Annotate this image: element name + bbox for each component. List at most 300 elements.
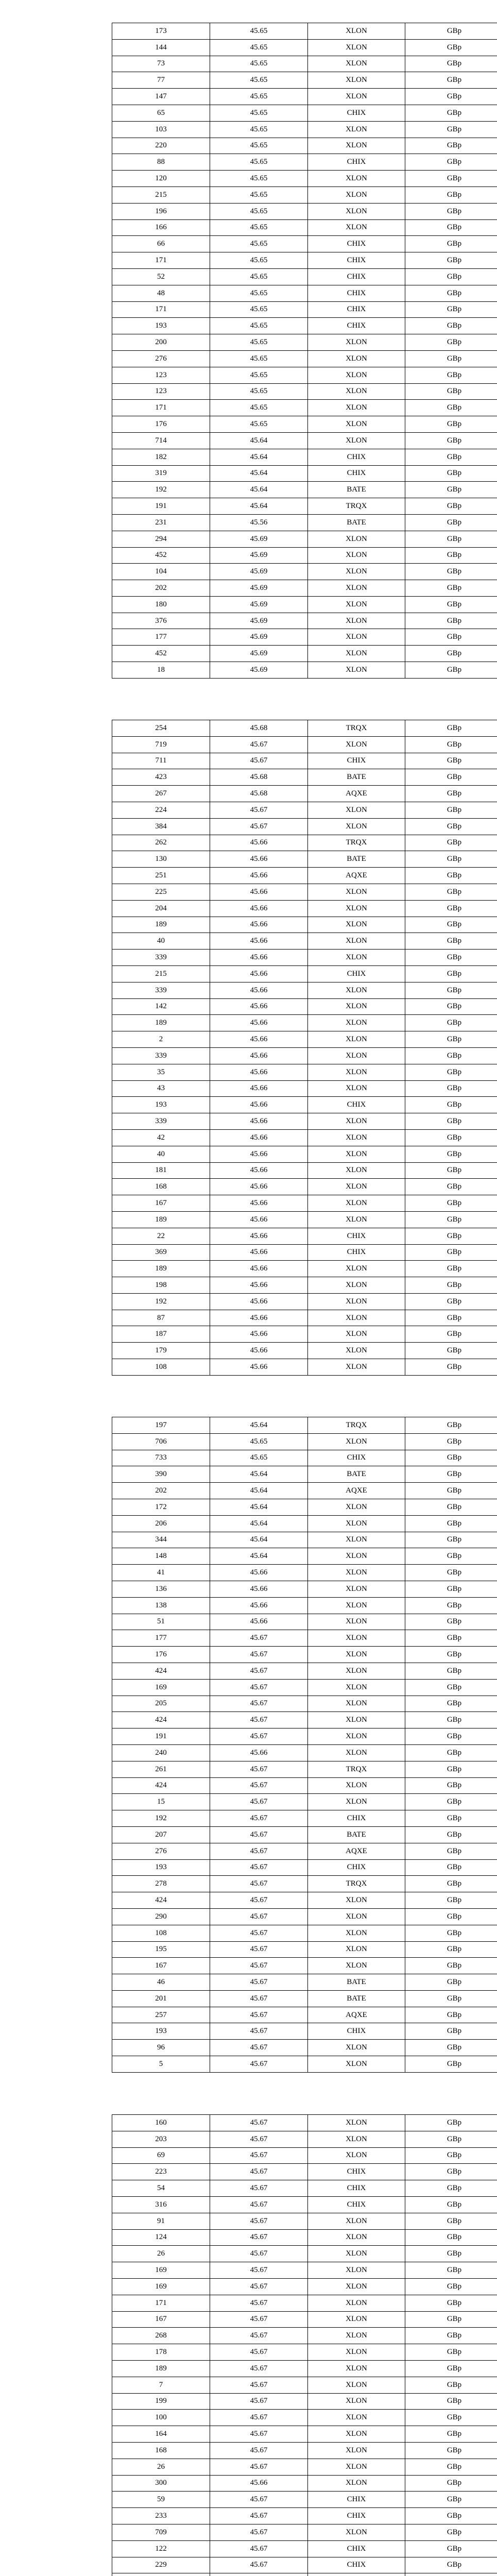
venue-cell: XLON: [307, 2115, 405, 2131]
price-cell: 45.69: [210, 646, 307, 662]
currency-cell: GBp: [405, 933, 497, 949]
quantity-cell: 136: [112, 1581, 210, 1597]
table-row: [112, 2573, 497, 2576]
table-row: [112, 2377, 497, 2394]
quantity-cell: 203: [112, 2131, 210, 2147]
quantity-cell: 233: [112, 2508, 210, 2524]
price-cell: 45.64: [210, 1483, 307, 1499]
quantity-cell: 171: [112, 400, 210, 416]
price-cell: 45.67: [210, 1892, 307, 1908]
currency-cell: GBp: [405, 138, 497, 154]
currency-cell: GBp: [405, 2312, 497, 2328]
quantity-cell: 2: [112, 1031, 210, 1047]
venue-cell: XLON: [307, 1516, 405, 1532]
table-row: [112, 2262, 497, 2279]
currency-cell: GBp: [405, 769, 497, 785]
table-row: [112, 449, 497, 466]
price-cell: 45.64: [210, 449, 307, 465]
table-row: [112, 1843, 497, 1860]
currency-cell: GBp: [405, 2279, 497, 2295]
venue-cell: XLON: [307, 23, 405, 39]
venue-cell: XLON: [307, 384, 405, 400]
currency-cell: GBp: [405, 901, 497, 917]
venue-cell: XLON: [307, 367, 405, 383]
quantity-cell: 290: [112, 1909, 210, 1925]
table-row: [112, 1958, 497, 1974]
table-row: [112, 1064, 497, 1081]
venue-cell: CHIX: [307, 2492, 405, 2507]
venue-cell: XLON: [307, 1343, 405, 1359]
table-row: [112, 2213, 497, 2230]
venue-cell: XLON: [307, 1598, 405, 1614]
venue-cell: XLON: [307, 220, 405, 236]
price-cell: 45.67: [210, 1663, 307, 1679]
venue-cell: XLON: [307, 580, 405, 596]
price-cell: 45.65: [210, 187, 307, 203]
table-row: [112, 2246, 497, 2262]
quantity-cell: 66: [112, 236, 210, 252]
price-cell: 45.67: [210, 1991, 307, 2007]
table-row: [112, 2410, 497, 2426]
price-cell: 45.65: [210, 204, 307, 219]
quantity-cell: 52: [112, 269, 210, 285]
quantity-cell: 46: [112, 1974, 210, 1990]
price-cell: 45.67: [210, 2131, 307, 2147]
venue-cell: XLON: [307, 802, 405, 818]
price-cell: 45.66: [210, 1097, 307, 1113]
price-cell: 45.65: [210, 318, 307, 334]
currency-cell: GBp: [405, 1680, 497, 1696]
price-cell: [210, 2573, 307, 2576]
quantity-cell: 215: [112, 187, 210, 203]
price-cell: 45.67: [210, 2040, 307, 2056]
table-row: [112, 580, 497, 597]
currency-cell: GBp: [405, 1925, 497, 1941]
currency-cell: GBp: [405, 1565, 497, 1581]
currency-cell: GBp: [405, 786, 497, 802]
quantity-cell: 178: [112, 2344, 210, 2360]
table-row: [112, 1245, 497, 1261]
quantity-cell: 733: [112, 1450, 210, 1466]
quantity-cell: 26: [112, 2459, 210, 2475]
currency-cell: GBp: [405, 2197, 497, 2213]
venue-cell: BATE: [307, 1827, 405, 1843]
venue-cell: TRQX: [307, 1761, 405, 1777]
price-cell: 45.66: [210, 917, 307, 933]
price-cell: 45.64: [210, 1417, 307, 1433]
table-row: [112, 999, 497, 1015]
price-cell: 45.66: [210, 1179, 307, 1195]
quantity-cell: 191: [112, 1728, 210, 1744]
quantity-cell: 197: [112, 1417, 210, 1433]
venue-cell: XLON: [307, 56, 405, 72]
venue-cell: XLON: [307, 72, 405, 88]
quantity-cell: 108: [112, 1359, 210, 1375]
quantity-cell: 251: [112, 868, 210, 884]
quantity-cell: 206: [112, 1516, 210, 1532]
venue-cell: XLON: [307, 2213, 405, 2229]
venue-cell: XLON: [307, 2426, 405, 2442]
table-row: [112, 2344, 497, 2361]
currency-cell: GBp: [405, 154, 497, 170]
price-cell: 45.65: [210, 171, 307, 187]
quantity-cell: 261: [112, 1761, 210, 1777]
price-cell: 45.67: [210, 1925, 307, 1941]
price-cell: 45.65: [210, 1434, 307, 1450]
price-cell: 45.67: [210, 2524, 307, 2540]
currency-cell: GBp: [405, 2394, 497, 2410]
currency-cell: GBp: [405, 737, 497, 753]
table-row: [112, 884, 497, 901]
quantity-cell: 180: [112, 597, 210, 613]
currency-cell: GBp: [405, 2023, 497, 2039]
table-row: [112, 1179, 497, 1195]
price-cell: 45.66: [210, 1113, 307, 1129]
table-row: [112, 1261, 497, 1277]
table-row: [112, 2180, 497, 2197]
venue-cell: XLON: [307, 1712, 405, 1728]
table-row: [112, 1015, 497, 1031]
price-cell: 45.67: [210, 737, 307, 753]
currency-cell: GBp: [405, 982, 497, 998]
price-cell: 45.67: [210, 2262, 307, 2278]
quantity-cell: 42: [112, 1130, 210, 1146]
venue-cell: XLON: [307, 433, 405, 449]
quantity-cell: 204: [112, 901, 210, 917]
quantity-cell: 148: [112, 1548, 210, 1564]
price-cell: 45.67: [210, 2213, 307, 2229]
price-cell: 45.66: [210, 2476, 307, 2492]
currency-cell: GBp: [405, 1581, 497, 1597]
currency-cell: GBp: [405, 2115, 497, 2131]
trade-table: [112, 720, 497, 1376]
price-cell: 45.65: [210, 384, 307, 400]
table-row: [112, 1680, 497, 1696]
table-row: [112, 498, 497, 515]
quantity-cell: 240: [112, 1745, 210, 1761]
table-row: [112, 1130, 497, 1146]
table-row: [112, 2426, 497, 2443]
venue-cell: XLON: [307, 2328, 405, 2344]
currency-cell: GBp: [405, 2410, 497, 2426]
table-row: [112, 1195, 497, 1212]
currency-cell: GBp: [405, 1031, 497, 1047]
table-row: [112, 1212, 497, 1228]
currency-cell: GBp: [405, 1450, 497, 1466]
venue-cell: XLON: [307, 597, 405, 613]
currency-cell: GBp: [405, 1991, 497, 2007]
table-row: [112, 269, 497, 285]
table-row: [112, 1598, 497, 1614]
venue-cell: CHIX: [307, 318, 405, 334]
quantity-cell: 423: [112, 769, 210, 785]
currency-cell: GBp: [405, 72, 497, 88]
venue-cell: XLON: [307, 2131, 405, 2147]
price-cell: 45.67: [210, 2164, 307, 2180]
table-row: [112, 220, 497, 236]
quantity-cell: 167: [112, 1195, 210, 1211]
table-row: [112, 1761, 497, 1778]
venue-cell: XLON: [307, 1310, 405, 1326]
table-row: [112, 966, 497, 982]
price-cell: 45.66: [210, 1130, 307, 1146]
currency-cell: GBp: [405, 999, 497, 1015]
currency-cell: GBp: [405, 835, 497, 851]
quantity-cell: 144: [112, 40, 210, 56]
quantity-cell: 711: [112, 753, 210, 769]
quantity-cell: 202: [112, 580, 210, 596]
price-cell: 45.67: [210, 1712, 307, 1728]
venue-cell: XLON: [307, 1113, 405, 1129]
currency-cell: GBp: [405, 1728, 497, 1744]
quantity-cell: 87: [112, 1310, 210, 1326]
quantity-cell: 122: [112, 2541, 210, 2557]
currency-cell: GBp: [405, 1516, 497, 1532]
price-cell: 45.69: [210, 629, 307, 645]
venue-cell: XLON: [307, 1294, 405, 1310]
table-row: [112, 646, 497, 662]
quantity-cell: 40: [112, 933, 210, 949]
venue-cell: XLON: [307, 1647, 405, 1663]
quantity-cell: 169: [112, 2262, 210, 2278]
venue-cell: CHIX: [307, 285, 405, 301]
quantity-cell: 424: [112, 1663, 210, 1679]
currency-cell: GBp: [405, 2377, 497, 2393]
table-row: [112, 285, 497, 302]
venue-cell: XLON: [307, 1277, 405, 1293]
quantity-cell: 160: [112, 2115, 210, 2131]
venue-cell: XLON: [307, 204, 405, 219]
quantity-cell: 123: [112, 384, 210, 400]
currency-cell: GBp: [405, 662, 497, 678]
venue-cell: AQXE: [307, 786, 405, 802]
table-row: [112, 1614, 497, 1631]
venue-cell: XLON: [307, 1925, 405, 1941]
currency-cell: GBp: [405, 2262, 497, 2278]
quantity-cell: 262: [112, 835, 210, 851]
quantity-cell: 166: [112, 220, 210, 236]
quantity-cell: 173: [112, 23, 210, 39]
price-cell: 45.66: [210, 835, 307, 851]
price-cell: 45.66: [210, 999, 307, 1015]
currency-cell: GBp: [405, 1228, 497, 1244]
venue-cell: XLON: [307, 2524, 405, 2540]
currency-cell: GBp: [405, 400, 497, 416]
price-cell: 45.66: [210, 1581, 307, 1597]
table-row: [112, 1647, 497, 1663]
price-cell: 45.64: [210, 1516, 307, 1532]
price-cell: 45.68: [210, 769, 307, 785]
currency-cell: GBp: [405, 105, 497, 121]
quantity-cell: 48: [112, 285, 210, 301]
currency-cell: GBp: [405, 171, 497, 187]
quantity-cell: 104: [112, 564, 210, 580]
price-cell: 45.67: [210, 1827, 307, 1843]
quantity-cell: 319: [112, 466, 210, 482]
currency-cell: GBp: [405, 1277, 497, 1293]
table-row: [112, 1745, 497, 1761]
price-cell: 45.69: [210, 580, 307, 596]
currency-cell: GBp: [405, 1876, 497, 1892]
quantity-cell: 168: [112, 1179, 210, 1195]
price-cell: 45.67: [210, 1761, 307, 1777]
venue-cell: XLON: [307, 1728, 405, 1744]
quantity-cell: 202: [112, 1483, 210, 1499]
currency-cell: GBp: [405, 819, 497, 835]
currency-cell: GBp: [405, 1163, 497, 1179]
quantity-cell: 276: [112, 351, 210, 367]
table-row: [112, 835, 497, 852]
price-cell: 45.66: [210, 1565, 307, 1581]
venue-cell: XLON: [307, 1630, 405, 1646]
currency-cell: GBp: [405, 2557, 497, 2573]
table-row: [112, 1228, 497, 1245]
currency-cell: GBp: [405, 1614, 497, 1630]
quantity-cell: 189: [112, 1212, 210, 1228]
currency-cell: [405, 2573, 497, 2576]
table-row: [112, 1942, 497, 1958]
currency-cell: GBp: [405, 1146, 497, 1162]
table-row: [112, 597, 497, 613]
quantity-cell: 172: [112, 1499, 210, 1515]
price-cell: 45.68: [210, 786, 307, 802]
quantity-cell: 192: [112, 482, 210, 498]
table-row: [112, 629, 497, 646]
quantity-cell: 191: [112, 498, 210, 514]
currency-cell: GBp: [405, 2541, 497, 2557]
trade-table: [112, 1417, 497, 2073]
venue-cell: BATE: [307, 515, 405, 531]
price-cell: 45.67: [210, 2230, 307, 2246]
quantity-cell: 223: [112, 2164, 210, 2180]
currency-cell: GBp: [405, 269, 497, 285]
table-row: [112, 1532, 497, 1549]
currency-cell: GBp: [405, 89, 497, 105]
venue-cell: CHIX: [307, 2180, 405, 2196]
currency-cell: GBp: [405, 613, 497, 629]
table-row: [112, 2230, 497, 2246]
price-cell: 45.65: [210, 285, 307, 301]
price-cell: 45.64: [210, 1499, 307, 1515]
quantity-cell: 267: [112, 786, 210, 802]
quantity-cell: 714: [112, 433, 210, 449]
table-row: [112, 1163, 497, 1179]
venue-cell: XLON: [307, 901, 405, 917]
table-row: [112, 1909, 497, 1925]
currency-cell: GBp: [405, 2213, 497, 2229]
venue-cell: XLON: [307, 400, 405, 416]
price-cell: 45.65: [210, 302, 307, 318]
table-row: [112, 1548, 497, 1565]
venue-cell: CHIX: [307, 2197, 405, 2213]
quantity-cell: 168: [112, 2443, 210, 2459]
price-cell: 45.66: [210, 950, 307, 965]
table-row: [112, 662, 497, 679]
table-row: [112, 72, 497, 89]
price-cell: 45.65: [210, 252, 307, 268]
price-cell: 45.67: [210, 2246, 307, 2262]
currency-cell: GBp: [405, 1827, 497, 1843]
table-row: [112, 737, 497, 753]
price-cell: 45.67: [210, 2023, 307, 2039]
quantity-cell: 424: [112, 1892, 210, 1908]
currency-cell: GBp: [405, 1745, 497, 1761]
price-cell: 45.65: [210, 23, 307, 39]
price-cell: 45.65: [210, 138, 307, 154]
table-row: [112, 171, 497, 187]
venue-cell: BATE: [307, 1466, 405, 1482]
price-cell: 45.66: [210, 1031, 307, 1047]
table-row: [112, 1310, 497, 1327]
price-cell: 45.64: [210, 1466, 307, 1482]
quantity-cell: 164: [112, 2426, 210, 2442]
venue-cell: TRQX: [307, 498, 405, 514]
currency-cell: GBp: [405, 1195, 497, 1211]
currency-cell: GBp: [405, 482, 497, 498]
price-cell: 45.65: [210, 122, 307, 138]
venue-cell: XLON: [307, 1261, 405, 1277]
price-cell: 45.64: [210, 1532, 307, 1548]
price-cell: 45.67: [210, 2115, 307, 2131]
quantity-cell: 26: [112, 2246, 210, 2262]
currency-cell: GBp: [405, 2328, 497, 2344]
price-cell: 45.66: [210, 1212, 307, 1228]
price-cell: 45.66: [210, 1343, 307, 1359]
currency-cell: GBp: [405, 531, 497, 547]
price-cell: 45.67: [210, 1974, 307, 1990]
currency-cell: GBp: [405, 1343, 497, 1359]
price-cell: 45.69: [210, 613, 307, 629]
venue-cell: XLON: [307, 646, 405, 662]
table-row: [112, 367, 497, 384]
venue-cell: CHIX: [307, 2557, 405, 2573]
price-cell: 45.67: [210, 2180, 307, 2196]
quantity-cell: 73: [112, 56, 210, 72]
quantity-cell: 40: [112, 1146, 210, 1162]
quantity-cell: 344: [112, 1532, 210, 1548]
table-row: [112, 819, 497, 835]
price-cell: 45.65: [210, 220, 307, 236]
table-row: [112, 1031, 497, 1048]
venue-cell: XLON: [307, 1081, 405, 1097]
price-cell: 45.67: [210, 1860, 307, 1876]
price-cell: 45.66: [210, 851, 307, 867]
table-row: [112, 917, 497, 934]
price-cell: 45.64: [210, 482, 307, 498]
venue-cell: XLON: [307, 1015, 405, 1031]
quantity-cell: 91: [112, 2213, 210, 2229]
venue-cell: XLON: [307, 999, 405, 1015]
currency-cell: GBp: [405, 334, 497, 350]
table-row: [112, 1343, 497, 1359]
venue-cell: AQXE: [307, 1483, 405, 1499]
quantity-cell: 195: [112, 1942, 210, 1958]
currency-cell: GBp: [405, 285, 497, 301]
table-row: [112, 1778, 497, 1794]
price-cell: 45.67: [210, 2508, 307, 2524]
price-cell: 45.67: [210, 2426, 307, 2442]
currency-cell: GBp: [405, 597, 497, 613]
price-cell: 45.66: [210, 1245, 307, 1261]
currency-cell: GBp: [405, 720, 497, 736]
currency-cell: GBp: [405, 548, 497, 564]
price-cell: 45.67: [210, 1647, 307, 1663]
currency-cell: GBp: [405, 302, 497, 318]
quantity-cell: 22: [112, 1228, 210, 1244]
table-row: [112, 1277, 497, 1294]
venue-cell: XLON: [307, 2279, 405, 2295]
currency-cell: GBp: [405, 2246, 497, 2262]
